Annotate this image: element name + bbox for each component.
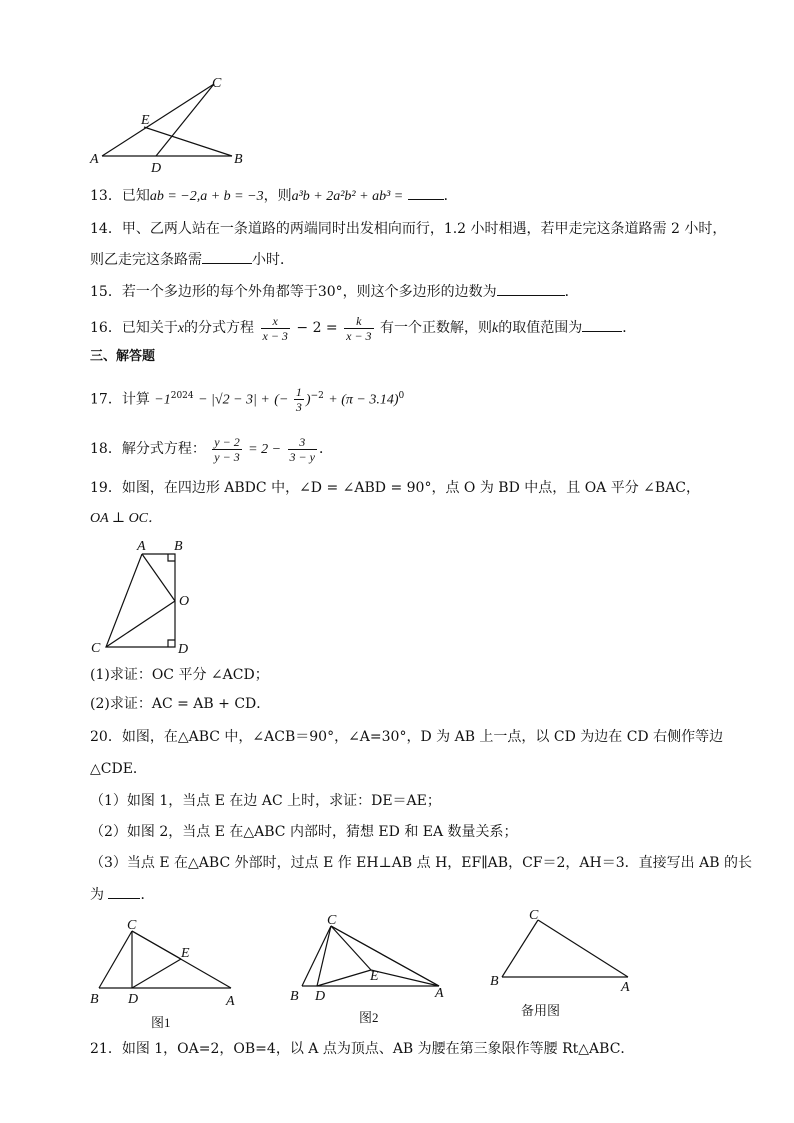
fraction: $\frac{x}{x - 3}$ (262, 313, 288, 343)
question-20-line2: △CDE． (90, 761, 147, 777)
label-A: A (90, 152, 99, 167)
question-20-line1: 20．如图，在△ABC 中，∠ACB＝90°，∠A=30°，D 为 AB 上一点，以 CD 为边在 CD 右侧作等边 (90, 729, 724, 745)
label-B: B (234, 152, 243, 167)
answer-blank[interactable] (497, 281, 565, 296)
label-A: A (137, 539, 146, 554)
label-D: D (178, 642, 189, 657)
figure-caption: 图1 (151, 1015, 171, 1030)
label-E: E (370, 969, 379, 984)
label-E: E (181, 946, 190, 961)
figure-caption: 备用图 (521, 1003, 561, 1018)
question-19-line1: 19．如图，在四边形 ABDC 中，∠D = ∠ABD = 90°，点 O 为 BD 中点，且 OA 平分 ∠BAC， (90, 480, 701, 496)
label-B: B (174, 539, 183, 554)
question-21: 21．如图 1，OA=2，OB=4，以 A 点为顶点、AB 为腰在第三象限作等腰 Rt△ABC． (90, 1041, 635, 1057)
question-20-part3: （3）当点 E 在△ABC 外部时，过点 E 作 EH⊥AB 点 H，EF∥AB，CF＝2，AH＝3．直接写出 AB 的长 (90, 855, 752, 871)
label-B: B (90, 992, 99, 1007)
label-B: B (290, 989, 299, 1004)
fraction: $\frac{y - 2}{y - 3}$ (214, 434, 240, 464)
figure-q12 (88, 75, 258, 175)
label-D: D (315, 989, 326, 1004)
answer-blank[interactable] (202, 249, 252, 264)
fraction: $\frac{1}{3}$ (295, 385, 302, 415)
figure-q19 (88, 535, 208, 655)
answer-blank[interactable] (582, 317, 622, 332)
label-E: E (141, 113, 150, 128)
question-14-line2: 则乙走完这条路需 小时． (90, 249, 294, 270)
figure-caption: 图2 (359, 1010, 379, 1025)
question-19-part2: (2)求证：AC = AB + CD． (90, 696, 271, 712)
question-19-line2: OA ⊥ OC． (90, 511, 163, 526)
question-20-part1: （1）如图 1，当点 E 在边 AC 上时，求证：DE＝AE； (90, 793, 441, 809)
label-O: O (179, 594, 190, 609)
question-20-part3-cont: 为 ． (90, 884, 154, 905)
label-D: D (151, 161, 162, 176)
question-19-part1: (1)求证：OC 平分 ∠ACD； (90, 667, 269, 683)
label-C: C (127, 918, 137, 933)
question-16: 16．已知关于x的分式方程 $\frac{x}{x - 3}$ − 2 = $\frac{k}{x - 3}$ 有一个正数解，则k的取值范围为 ． (90, 313, 637, 343)
figure-1 (86, 915, 246, 1035)
label-A: A (621, 980, 630, 995)
answer-blank[interactable] (108, 884, 140, 899)
label-A: A (226, 994, 235, 1009)
answer-blank[interactable] (408, 185, 444, 200)
label-C: C (91, 641, 101, 656)
label-C: C (529, 908, 539, 923)
label-D: D (128, 992, 139, 1007)
question-14-line1: 14．甲、乙两人站在一条道路的两端同时出发相向而行，1.2 小时相遇，若甲走完这条道路需 2 小时， (90, 221, 727, 237)
fraction: $\frac{3}{3 - y}$ (289, 434, 315, 464)
question-13: 13．已知ab = −2,a + b = −3，则a³b + 2a²b² + ab³ = ． (90, 185, 458, 207)
section-heading: 三、解答题 (90, 349, 156, 364)
label-A: A (435, 986, 444, 1001)
question-20-part2: （2）如图 2，当点 E 在△ABC 内部时，猜想 ED 和 EA 数量关系； (90, 824, 518, 840)
question-17: 17．计算 $-1^{2024} - |√2 - 3|$ + (− $\frac{1}{3}$ )$^{-2} + (\pi - 3.14)^0$ (90, 385, 405, 415)
figure-2 (287, 910, 457, 1030)
figure-spare (489, 905, 649, 1025)
label-C: C (327, 913, 337, 928)
question-18: 18．解分式方程： $\frac{y - 2}{y - 3}$ = 2 − $\frac{3}{3 - y}$ ． (90, 434, 333, 464)
fraction: $\frac{k}{x - 3}$ (346, 313, 372, 343)
question-15: 15．若一个多边形的每个外角都等于30°，则这个多边形的边数为 ． (90, 281, 579, 302)
label-B: B (490, 974, 499, 989)
label-C: C (212, 76, 222, 91)
